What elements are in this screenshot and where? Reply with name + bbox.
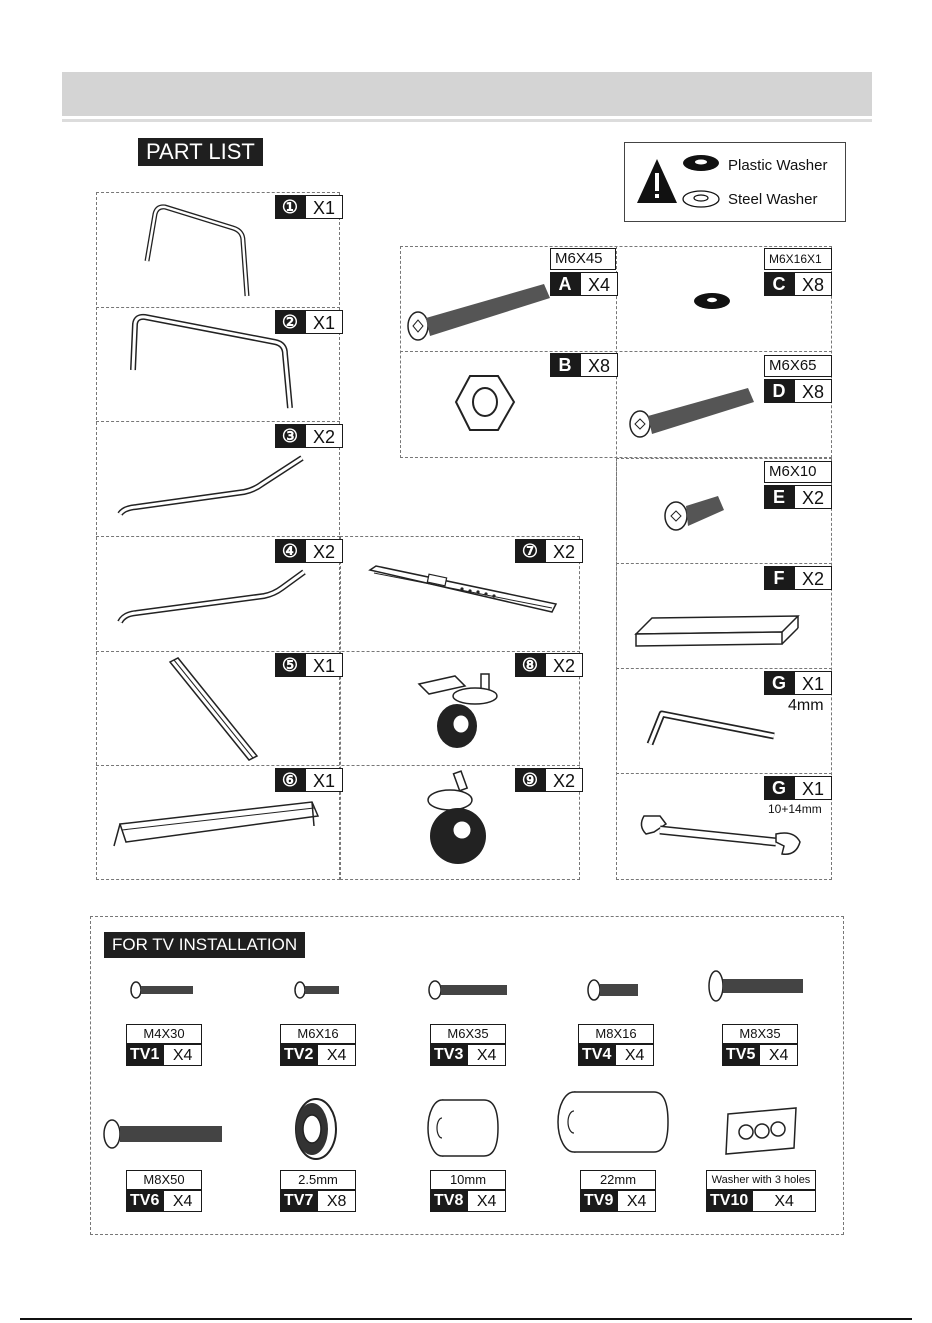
hardware-g1-note: 4mm — [788, 697, 824, 714]
tv8-label: 10mm TV8 X4 — [430, 1170, 506, 1212]
header-rule — [62, 119, 872, 122]
part-6-bracket-illustration — [108, 796, 328, 856]
part-3-tag: ③ X2 — [275, 424, 343, 448]
hardware-a-bolt-illustration — [404, 278, 554, 348]
tv10-label: Washer with 3 holes TV10 X4 — [706, 1170, 816, 1212]
steel-washer-label: Steel Washer — [728, 191, 818, 208]
hardware-g1-hex-key-illustration — [640, 706, 780, 756]
part-1-tag: ① X1 — [275, 195, 343, 219]
plastic-washer-icon — [681, 153, 721, 173]
part-8-locking-caster-illustration — [415, 668, 525, 758]
steel-washer-icon — [681, 189, 721, 209]
part-8-tag: ⑧ X2 — [515, 653, 583, 677]
hardware-g1-tag: G X1 — [764, 671, 832, 695]
bottom-rule — [20, 1318, 912, 1320]
hardware-e-tag: E X2 — [764, 485, 832, 509]
hardware-g2-tag: G X1 — [764, 776, 832, 800]
part-list-title: PART LIST — [138, 138, 263, 166]
part-2-tag: ② X1 — [275, 310, 343, 334]
tv8-spacer-icon — [426, 1094, 506, 1164]
tv5-label: M8X35 TV5 X4 — [722, 1024, 798, 1066]
hardware-d-spec: M6X65 — [764, 355, 832, 377]
part-4-tube-illustration — [114, 566, 314, 636]
hardware-c-spec: M6X16X1 — [764, 248, 832, 270]
hardware-g2-wrench-illustration — [636, 812, 806, 862]
part-4-tag: ④ X2 — [275, 539, 343, 563]
hardware-a-spec: M6X45 — [550, 248, 616, 270]
hardware-b-tag: B X8 — [550, 353, 618, 377]
washer-warning-box — [624, 142, 846, 222]
tv-installation-title: FOR TV INSTALLATION — [104, 932, 305, 958]
part-5-bar-illustration — [165, 656, 265, 766]
hardware-e-spec: M6X10 — [764, 461, 832, 483]
tv7-label: 2.5mm TV7 X8 — [280, 1170, 356, 1212]
part-7-rail-illustration — [366, 564, 566, 624]
part-5-tag: ⑤ X1 — [275, 653, 343, 677]
tv1-screw-icon — [128, 980, 208, 1000]
part-9-caster-illustration — [420, 770, 520, 870]
hardware-b-nut-illustration — [452, 372, 522, 442]
hardware-g2-note: 10+14mm — [768, 802, 822, 816]
hardware-d-tag: D X8 — [764, 379, 832, 403]
tv4-label: M8X16 TV4 X4 — [578, 1024, 654, 1066]
part-6-tag: ⑥ X1 — [275, 768, 343, 792]
tv1-label: M4X30 TV1 X4 — [126, 1024, 202, 1066]
part-3-tube-illustration — [114, 452, 314, 522]
part-1-frame-illustration — [135, 196, 265, 306]
part-2-frame-illustration — [125, 310, 300, 415]
hardware-f-plate-illustration — [632, 614, 802, 654]
hardware-c-washer-illustration — [692, 291, 732, 311]
header-band — [62, 72, 872, 116]
hardware-d-bolt-illustration — [626, 384, 766, 444]
tv2-screw-icon — [292, 980, 352, 1000]
tv2-label: M6X16 TV2 X4 — [280, 1024, 356, 1066]
hardware-e-bolt-illustration — [662, 492, 732, 542]
tv10-washer-plate-icon — [720, 1104, 810, 1164]
tv9-spacer-icon — [554, 1088, 674, 1158]
part-7-tag: ⑦ X2 — [515, 539, 583, 563]
tv3-screw-icon — [427, 979, 517, 1001]
hardware-f-tag: F X2 — [764, 566, 832, 590]
part-9-tag: ⑨ X2 — [515, 768, 583, 792]
tv5-screw-icon — [706, 968, 806, 1004]
tv3-label: M6X35 TV3 X4 — [430, 1024, 506, 1066]
tv9-label: 22mm TV9 X4 — [580, 1170, 656, 1212]
plastic-washer-label: Plastic Washer — [728, 157, 828, 174]
tv6-label: M8X50 TV6 X4 — [126, 1170, 202, 1212]
tv4-screw-icon — [586, 978, 646, 1002]
tv6-screw-icon — [100, 1114, 230, 1154]
tv7-spacer-ring-icon — [286, 1094, 346, 1164]
hardware-a-tag: A X4 — [550, 272, 618, 296]
hardware-c-tag: C X8 — [764, 272, 832, 296]
warning-icon — [635, 157, 679, 207]
